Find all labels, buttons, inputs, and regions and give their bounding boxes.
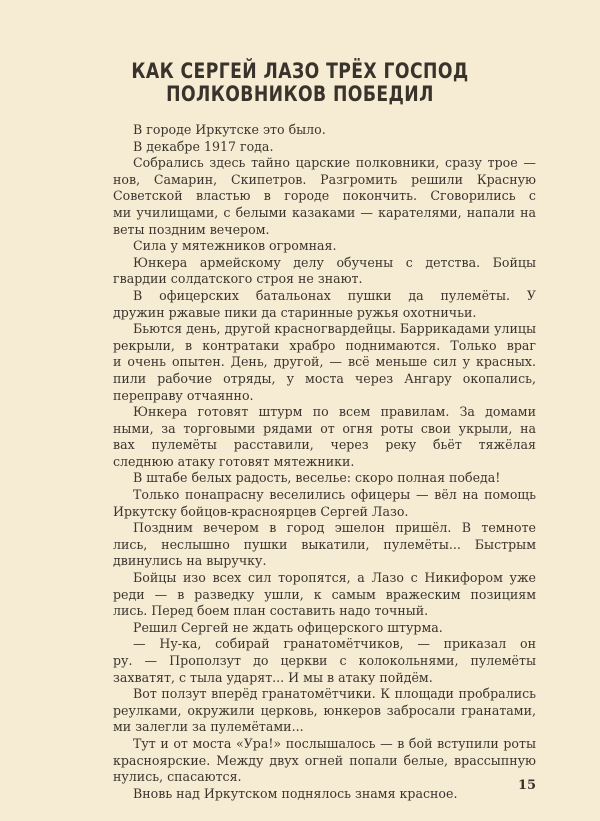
text-line: Вот ползут вперёд гранатомётчики. К площади пробрались	[133, 686, 536, 702]
text-line: Решил Сергей не ждать офицерского штурма.	[133, 619, 443, 635]
text-line: Бойцы изо всех сил торопятся, а Лазо с Никифором уже	[133, 570, 536, 586]
chapter-title	[54, 60, 546, 106]
text-line: ми залегли за пулемётами...	[113, 719, 304, 735]
text-line: В офицерских батальонах пушки да пулемёты. У	[133, 287, 536, 303]
paragraph	[113, 255, 536, 288]
text-line: пили рабочие отряды, у моста через Ангару окопались,	[113, 370, 536, 386]
text-line: В штабе белых радость, веселье: скоро полная победа!	[133, 470, 501, 486]
text-line: двинулись на выручку.	[113, 553, 267, 569]
text-line: Только понапрасну веселились офицеры — вёл на помощь	[133, 487, 536, 503]
text-line: ными, за торговыми рядами от огня роты свои укрыли, на	[113, 420, 536, 436]
paragraph	[113, 620, 536, 637]
text-line: В декабре 1917 года.	[133, 138, 274, 154]
paragraph	[113, 570, 536, 620]
text-line: Иркутску бойцов-красноярцев Сергей Лазо.	[113, 503, 409, 519]
text-line: дружин ржавые пики да старинные ружья охотничьи.	[113, 304, 477, 320]
paragraph	[113, 139, 536, 156]
text-line: лись. Перед боем план составить надо точный.	[113, 603, 429, 619]
paragraph	[113, 238, 536, 255]
paragraph	[113, 520, 536, 570]
paragraph	[113, 288, 536, 321]
text-line: Тут и от моста «Ура!» послышалось — в бой вступили роты	[133, 735, 536, 751]
paragraph	[113, 122, 536, 139]
text-line: реди — в разведку ушли, к самым вражеским позициям	[113, 586, 536, 602]
paragraph	[113, 321, 536, 404]
chapter-body	[113, 122, 536, 802]
text-line: и очень опытен. День, другой, — всё меньше сил у красных.	[113, 354, 536, 370]
paragraph	[113, 736, 536, 786]
text-line: красноярские. Между двух огней попали белые, врассыпную	[113, 752, 536, 768]
text-line: переправу отчаянно.	[113, 387, 254, 403]
text-line: Поздним вечером в город эшелон пришёл. В темноте	[133, 520, 536, 536]
text-line: В городе Иркутске это было.	[133, 122, 326, 137]
text-line: веты поздним вечером.	[113, 221, 270, 237]
text-line: Юнкера готовят штурм по всем правилам. За домами	[133, 404, 536, 420]
text-line: ру. — Проползут до церкви с колокольнями, пулемёты	[113, 653, 536, 668]
text-line: Юнкера армейскому делу обучены с детства. Бойцы	[133, 254, 536, 270]
paragraph	[113, 686, 536, 736]
text-line: реулками, окружили церковь, юнкеров забросали гранатами,	[113, 702, 536, 718]
text-line: ми училищами, с белыми казаками — карателями, напали на	[113, 204, 536, 220]
text-line: вах пулемёты расставили, через реку бьёт тяжёлая	[113, 437, 536, 453]
text-line: Советской властью в городе покончить. Сговорились с	[113, 188, 536, 204]
paragraph	[113, 155, 536, 238]
text-line: гвардии солдатского строя не знают.	[113, 271, 363, 287]
text-line: Собрались здесь тайно царские полковники, сразу трое —	[133, 155, 536, 171]
text-line: нов, Самарин, Скипетров. Разгромить решили Красную	[113, 171, 536, 187]
text-line: следнюю атаку готовят мятежники.	[113, 453, 355, 469]
text-line: лись, неслышно пушки выкатили, пулемёты... Быстрым	[113, 536, 536, 552]
paragraph	[113, 470, 536, 487]
page-number: 15	[518, 778, 537, 793]
text-line: — Ну-ка, собирай гранатомётчиков, — приказал он	[133, 636, 536, 652]
text-line: Вновь над Иркутском поднялось знамя красное.	[133, 785, 458, 801]
text-line: захватят, с тыла ударят... И мы в атаку пойдём.	[113, 669, 433, 685]
paragraph	[113, 487, 536, 520]
text-line: нулись, спасаются.	[113, 769, 242, 785]
text-line: Сила у мятежников огромная.	[133, 238, 337, 254]
chapter-title-line: КАК СЕРГЕЙ ЛАЗО ТРЁХ ГОСПОД	[131, 59, 469, 83]
text-line: Бьются день, другой красногвардейцы. Баррикадами улицы	[133, 321, 536, 337]
paragraph	[113, 404, 536, 470]
paragraph	[113, 786, 536, 803]
chapter-title-line: ПОЛКОВНИКОВ ПОБЕДИЛ	[166, 82, 434, 106]
text-line: рекрыли, в контратаки храбро поднимаются. Только враг	[113, 337, 536, 353]
paragraph	[113, 636, 536, 686]
